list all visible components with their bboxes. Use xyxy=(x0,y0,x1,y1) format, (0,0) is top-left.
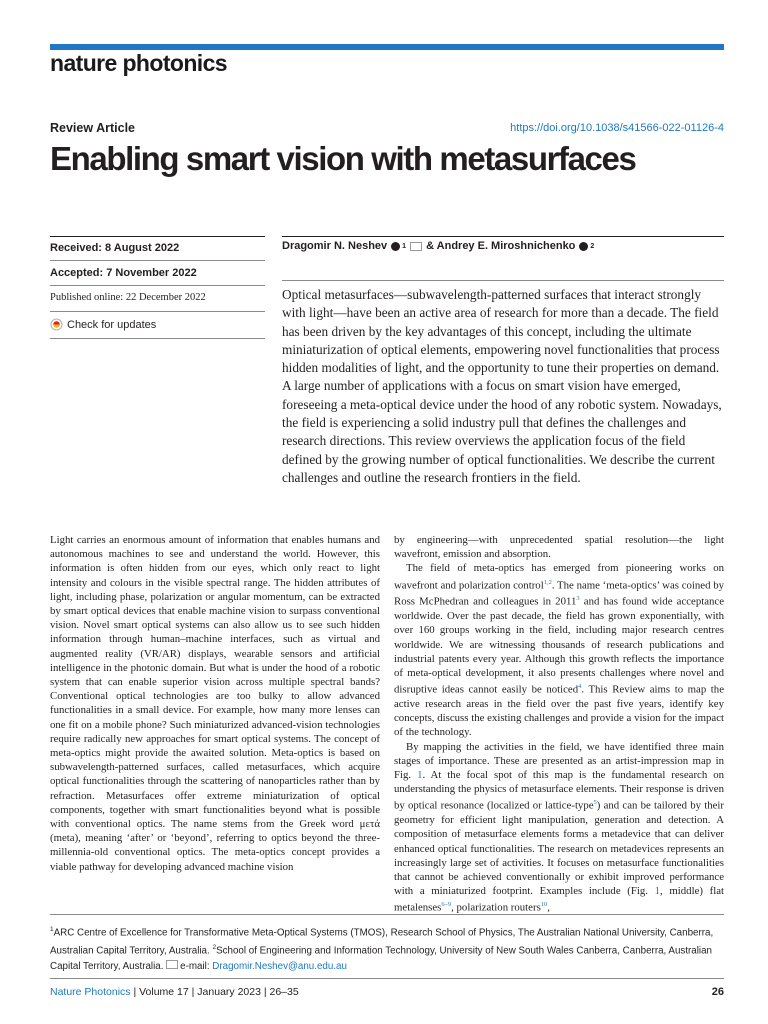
affiliations-rule xyxy=(50,914,724,915)
citation-link[interactable]: 4 xyxy=(578,683,582,691)
article-type: Review Article xyxy=(50,121,135,135)
email-link[interactable]: Dragomir.Neshev@anu.edu.au xyxy=(212,960,347,972)
body-paragraph: By mapping the activities in the field, we have identified three main stages of importance. These are presented as an artist-impression map in Fig. 1. At the focal spot of this map is the fundamental research on understanding the physics of metasurface elements. Their response is driven by optical resonance (localized or lattice-type$^5$) and can be tailored by their geometry for efficient light manipulation, generation and detection. A composition of metasurface elements forms a metadevice that can deliver enhanced optical functionalities. The research on metadevices represents an increasingly large set of activities. It focuses on metasurface functionalities that cannot be achieved conventionally or exhibit improved performance with a miniaturized footprint. Examples include (Fig. 1, middle) flat metalenses$^{6-9}$, polarization routers$^{10}$, xyxy=(394,740,724,915)
check-updates-icon xyxy=(50,318,63,331)
citation-link[interactable]: 5 xyxy=(593,799,597,807)
history-rule-bottom xyxy=(50,338,265,339)
authors-rule-top xyxy=(282,236,724,237)
accepted-date: Accepted: 7 November 2022 xyxy=(50,267,197,279)
body-paragraph: Light carries an enormous amount of information that enables humans and autonomous machines to see and understand the world. However, this information is often hidden from our eyes, which only react to light intensity and colours in the visible spectral range. The hidden attributes of light, including phase, polarization or angular momentum, can be extracted by smart optical devices that enable machine vision to surpass conventional vision. Novel smart optical systems can also allow us to see such hidden information through human–machine interfaces, such as virtual and augmented reality (VR/AR) displays, wearable sensors and artificial intelligence in the photonic domain. But what is under the hood of a robotic system that can enable superior vision across multiple spectral bands? Conventional optical technologies are too bulky to allow advanced functionalities in a small device. For example, how many more lenses can one fit on a mobile phone? Such miniaturized advanced-vision technologies require radically new approaches for smart optical systems. The concept of meta-optics might provide the awaited solution. Meta-optics is based on subwavelength-patterned surfaces, called metasurfaces, which acquire optical functionalities through the scattering of nanoparticles rather than by refraction. Metasurfaces offer extreme miniaturization of optical components, together with smart functionalities beyond what is possible with conventional optics. The name stems from the Greek word μετά (meta), meaning ‘after’ or ‘beyond’, referring to optics beyond the three-millennia-old conventional optics. The meta-optics concept provides a viable pathway for developing advanced machine vision xyxy=(50,534,380,873)
figure-link[interactable]: 1 xyxy=(417,769,423,782)
affiliations: $^1$ARC Centre of Excellence for Transformative Meta-Optical Systems (TMOS), Research School of Physics, The Australian National University, Canberra, Australian Capital Territory, Australia. $^2$School of Engineering and Information Technology, University of New South Wales Canberra, Canberra, Australian Capital Territory, Australia. e-mail: Dragomir.Neshev@anu.edu.au xyxy=(50,926,714,972)
body-column-right xyxy=(394,533,724,915)
affiliation-ref: 2 xyxy=(590,242,595,250)
check-for-updates-button[interactable] xyxy=(50,318,156,331)
affiliation-ref: 1 xyxy=(402,242,407,250)
history-divider xyxy=(50,285,265,286)
footer-rule xyxy=(50,978,724,979)
orcid-icon[interactable] xyxy=(579,242,588,251)
doi-link[interactable]: https://doi.org/10.1038/s41566-022-01126-4 xyxy=(510,122,724,134)
article-title: Enabling smart vision with metasurfaces xyxy=(50,140,636,177)
orcid-icon[interactable] xyxy=(391,242,400,251)
figure-link[interactable]: 1 xyxy=(654,885,661,898)
body-paragraph: The field of meta-optics has emerged from pioneering works on wavefront and polarization control$^{1,2}$. The name ‘meta-optics’ was coined by Ross McPhedran and colleagues in 2011$^3$ and has found wide acceptance worldwide. Over the past decade, the field has grown exponentially, with over 160 groups working in the field, including major research centres worldwide. We are witnessing thousands of research publications and industrial patents every year. Although this growth reflects the importance of meta-optical development, it also presents challenges where novel and disruptive ideas cannot easily be noticed$^4$. This Review aims to map the active research areas in the field over the past five years, identify key concepts, discuss the existing challenges and provide a vision for the impact of the technology. xyxy=(394,562,725,739)
citation-link[interactable]: 1,2 xyxy=(543,578,552,586)
check-updates-label: Check for updates xyxy=(67,318,157,331)
citation-link[interactable]: 10 xyxy=(540,901,548,909)
body-column-left xyxy=(50,533,380,874)
citation-link[interactable]: 3 xyxy=(576,595,580,603)
received-date: Received: 8 August 2022 xyxy=(50,242,180,254)
author-name[interactable]: & Andrey E. Miroshnichenko xyxy=(426,240,576,252)
journal-name: nature photonics xyxy=(50,50,227,76)
email-icon xyxy=(166,960,178,969)
history-divider xyxy=(50,311,265,312)
abstract: Optical metasurfaces—subwavelength-patterned surfaces that interact strongly with light—have been an active area of research for more than a decade. The field has been driven by the key advantages of this concept, including the ultimate miniaturization of optical elements, empowering novel functionalities that process hidden modalities of light, and the opportunity to tune their properties on demand. A large number of applications with a focus on smart vision have emerged, foreseeing a meta-optical device under the hood of any robotic system. Nowadays, the field is experiencing a solid industry pull that defines the challenges and research directions. This review overviews the application focus of the field defined by the growing number of optical functionalities. We describe the current challenges and outline the research frontiers in the field. xyxy=(282,287,722,485)
published-date: Published online: 22 December 2022 xyxy=(50,292,206,303)
footer-citation: Nature Photonics | Volume 17 | January 2023 | 26–35 xyxy=(50,986,299,998)
history-divider xyxy=(50,260,265,261)
email-icon[interactable] xyxy=(410,242,422,251)
citation-link[interactable]: 6–9 xyxy=(441,901,452,909)
page-number: 26 xyxy=(711,986,724,998)
body-paragraph: by engineering—with unprecedented spatial resolution—the light wavefront, emission and absorption. xyxy=(394,534,724,561)
author-name[interactable]: Dragomir N. Neshev xyxy=(282,240,388,252)
author-list xyxy=(282,240,594,252)
footer-journal-link[interactable]: Nature Photonics xyxy=(50,986,131,998)
authors-rule-bottom xyxy=(282,280,724,281)
history-rule-top xyxy=(50,236,265,237)
